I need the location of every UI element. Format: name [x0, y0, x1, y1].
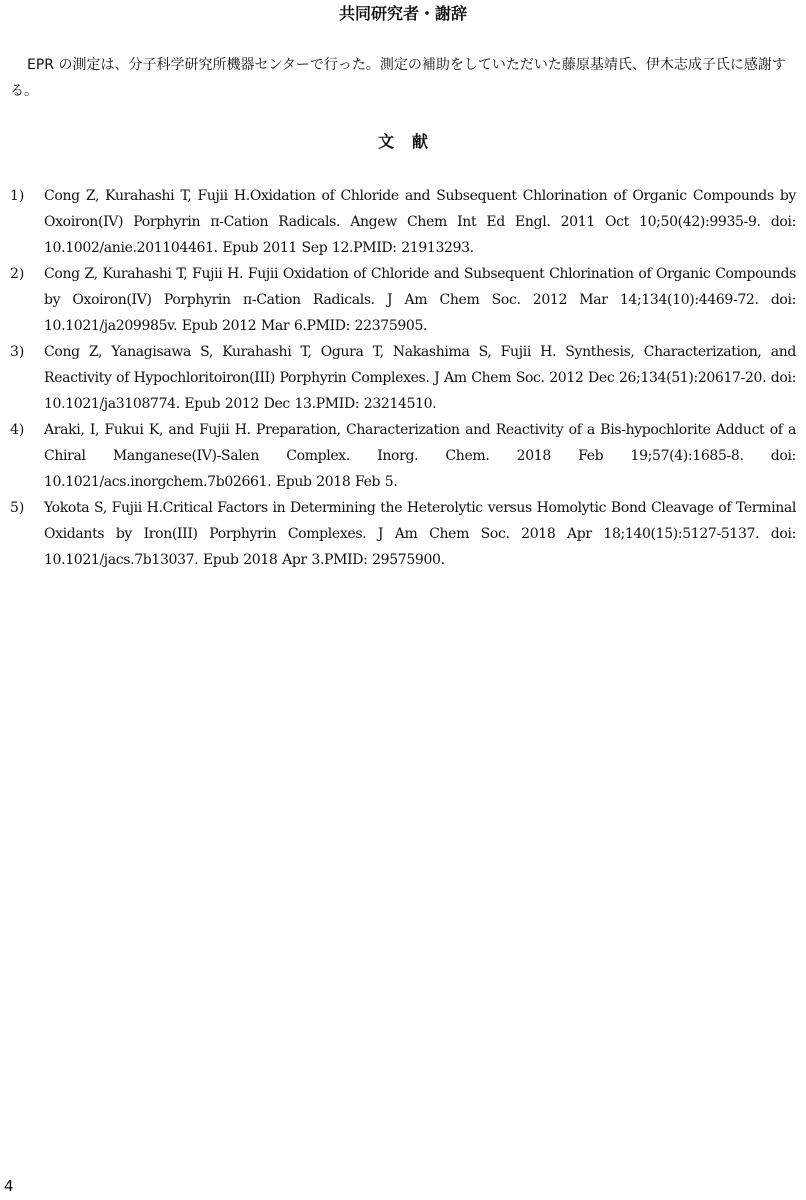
acknowledgements-body: EPR の測定は、分子科学研究所機器センターで行った。測定の補助をしていただいた藤原基靖氏、伊木志成子氏に感謝する。 [10, 57, 786, 99]
reference-item-5 [0, 495, 806, 573]
reference-item-3 [0, 339, 806, 417]
reference-text: Cong Z, Yanagisawa S, Kurahashi T, Ogura T, Nakashima S, Fujii H. Synthesis, Characterization, and Reactivity of Hypochloritoiron(III) Porphyrin Complexes. J Am Chem Soc. 2012 Dec 26;134(51):20617-20. doi: 10.1021/ja3108774. Epub 2012 Dec 13.PMID: 23214510. [44, 344, 796, 412]
reference-number: 4) [10, 422, 25, 438]
reference-number: 5) [10, 500, 25, 516]
reference-list [0, 183, 806, 573]
reference-item-1 [0, 183, 806, 261]
reference-text: Cong Z, Kurahashi T, Fujii H.Oxidation of Chloride and Subsequent Chlorination of Organic Compounds by Oxoiron(IV) Porphyrin π-Cation Radicals. Angew Chem Int Ed Engl. 2011 Oct 10;50(42):9935-9. doi: 10.1002/anie.201104461. Epub 2011 Sep 12.PMID: 21913293. [44, 188, 796, 256]
reference-item-4 [0, 417, 806, 495]
acknowledgements-heading: 共同研究者・謝辞 [338, 4, 467, 23]
reference-number: 3) [10, 344, 25, 360]
reference-item-2 [0, 261, 806, 339]
reference-number: 1) [10, 188, 25, 204]
page-number: 4 [4, 1177, 14, 1195]
references-heading: 文献 [377, 132, 446, 151]
reference-text: Cong Z, Kurahashi T, Fujii H. Fujii Oxidation of Chloride and Subsequent Chlorination of Organic Compounds by Oxoiron(IV) Porphyrin π-Cation Radicals. J Am Chem Soc. 2012 Mar 14;134(10):4469-72. doi: 10.1021/ja209985v. Epub 2012 Mar 6.PMID: 22375905. [44, 266, 796, 334]
reference-text: Araki, I, Fukui K, and Fujii H. Preparation, Characterization and Reactivity of a Bis-hypochlorite Adduct of a Chiral Manganese(IV)-Salen Complex. Inorg. Chem. 2018 Feb 19;57(4):1685-8. doi: 10.1021/acs.inorgchem.7b02661. Epub 2018 Feb 5. [44, 422, 796, 490]
reference-number: 2) [10, 266, 25, 282]
reference-text: Yokota S, Fujii H.Critical Factors in Determining the Heterolytic versus Homolytic Bond Cleavage of Terminal Oxidants by Iron(III) Porphyrin Complexes. J Am Chem Soc. 2018 Apr 18;140(15):5127-5137. doi: 10.1021/jacs.7b13037. Epub 2018 Apr 3.PMID: 29575900. [44, 500, 796, 568]
